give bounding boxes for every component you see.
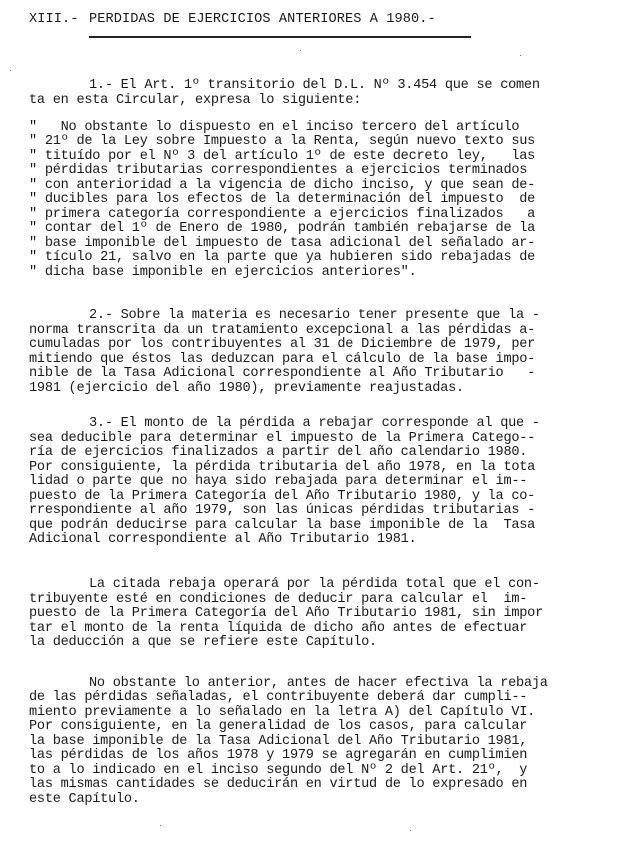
text-line: la deducción a que se refiere este Capítulo. bbox=[29, 635, 377, 650]
text-line: No obstante lo anterior, antes de hacer efectiva la rebaja bbox=[89, 676, 548, 691]
quote-line: " No obstante lo dispuesto en el inciso tercero del artículo bbox=[29, 120, 520, 135]
text-line: mitiendo que éstos las deduzcan para el cálculo de la base impo- bbox=[29, 352, 536, 367]
text-line: sea deducible para determinar el impuesto de la Primera Catego-- bbox=[29, 431, 536, 446]
quote-line: " base imponible del impuesto de tasa adicional del señalado ar- bbox=[29, 236, 536, 251]
quote-line: " pérdidas tributarias correspondientes a ejercicios terminados bbox=[29, 163, 528, 178]
text-line: norma transcrita da un tratamiento excepcional a las pérdidas a- bbox=[29, 323, 536, 338]
text-line: lidad o parte que no haya sido rebajada para determinar el im-- bbox=[29, 474, 528, 489]
section-number: XIII.- bbox=[29, 12, 79, 27]
text-line: de las pérdidas señaladas, el contribuyente deberá dar cumpli-- bbox=[29, 690, 528, 705]
text-line: ta en esta Circular, expresa lo siguiente: bbox=[29, 93, 362, 108]
text-line: ría de ejercicios finalizados a partir del año calendario 1980. bbox=[29, 445, 528, 460]
text-line: la base imponible de la Tasa Adicional del Año Tributario 1981, bbox=[29, 734, 528, 749]
text-line: miento previamente a lo señalado en la letra A) del Capítulo VI. bbox=[29, 705, 536, 720]
text-line: 2.- Sobre la materia es necesario tener presente que la - bbox=[89, 308, 540, 323]
scan-noise bbox=[160, 825, 161, 826]
text-line: 1.- El Art. 1º transitorio del D.L. Nº 3.454 que se comen bbox=[89, 78, 540, 93]
scan-noise bbox=[520, 55, 521, 56]
title-underline bbox=[89, 36, 471, 38]
scan-noise bbox=[410, 830, 411, 831]
text-line: Por consiguiente, la pérdida tributaria del año 1978, en la tota bbox=[29, 460, 536, 475]
text-line: 3.- El monto de la pérdida a rebajar corresponde al que - bbox=[89, 416, 540, 431]
text-line: La citada rebaja operará por la pérdida total que el con- bbox=[89, 577, 540, 592]
quote-line: " primera categoría correspondiente a ejercicios finalizados a bbox=[29, 207, 536, 222]
text-line: 1981 (ejercicio del año 1980), previamente reajustadas. bbox=[29, 381, 464, 396]
text-line: cumuladas por los contribuyentes al 31 de Diciembre de 1979, per bbox=[29, 337, 536, 352]
quote-line: " 21º de la Ley sobre Impuesto a la Renta, según nuevo texto sus bbox=[29, 134, 536, 149]
quote-line: " ducibles para los efectos de la determinación del impuesto de bbox=[29, 192, 536, 207]
text-line: las mismas cantidades se deducirán en virtud de lo expresado en bbox=[29, 777, 528, 792]
text-line: rrespondiente al año 1979, son las únicas pérdidas tributarias - bbox=[29, 503, 536, 518]
text-line: tar el monto de la renta líquida de dicho año antes de efectuar bbox=[29, 621, 528, 636]
text-line: nible de la Tasa Adicional correspondiente al Año Tributario - bbox=[29, 366, 536, 381]
text-line: to a lo indicado en el inciso segundo del Nº 2 del Art. 21º, y bbox=[29, 763, 528, 778]
quote-line: " tículo 21, salvo en la parte que ya hubieren sido rebajadas de bbox=[29, 250, 536, 265]
text-line: las pérdidas de los años 1978 y 1979 se agregarán en cumplimien bbox=[29, 748, 528, 763]
text-line: tribuyente esté en condiciones de deducir para calcular el im- bbox=[29, 592, 528, 607]
scan-noise bbox=[300, 50, 301, 51]
quote-line: " contar del 1º de Enero de 1980, podrán también rebajarse de la bbox=[29, 221, 536, 236]
text-line: puesto de la Primera Categoría del Año Tributario 1981, sin impor bbox=[29, 606, 543, 621]
section-title: PERDIDAS DE EJERCICIOS ANTERIORES A 1980.- bbox=[89, 12, 436, 27]
scan-noise bbox=[10, 70, 11, 71]
text-line: que podrán deducirse para calcular la base imponible de la Tasa bbox=[29, 518, 536, 533]
quote-line: " tituído por el Nº 3 del artículo 1º de este decreto ley, las bbox=[29, 149, 536, 164]
text-line: puesto de la Primera Categoría del Año Tributario 1980, y la co- bbox=[29, 489, 536, 504]
text-line: este Capítulo. bbox=[29, 792, 140, 807]
quote-line: " con anterioridad a la vigencia de dicho inciso, y que sean de- bbox=[29, 178, 536, 193]
text-line: Adicional correspondiente al Año Tributario 1981. bbox=[29, 532, 417, 547]
quote-line: " dicha base imponible en ejercicios anteriores". bbox=[29, 265, 417, 280]
text-line: Por consiguiente, en la generalidad de los casos, para calcular bbox=[29, 719, 528, 734]
